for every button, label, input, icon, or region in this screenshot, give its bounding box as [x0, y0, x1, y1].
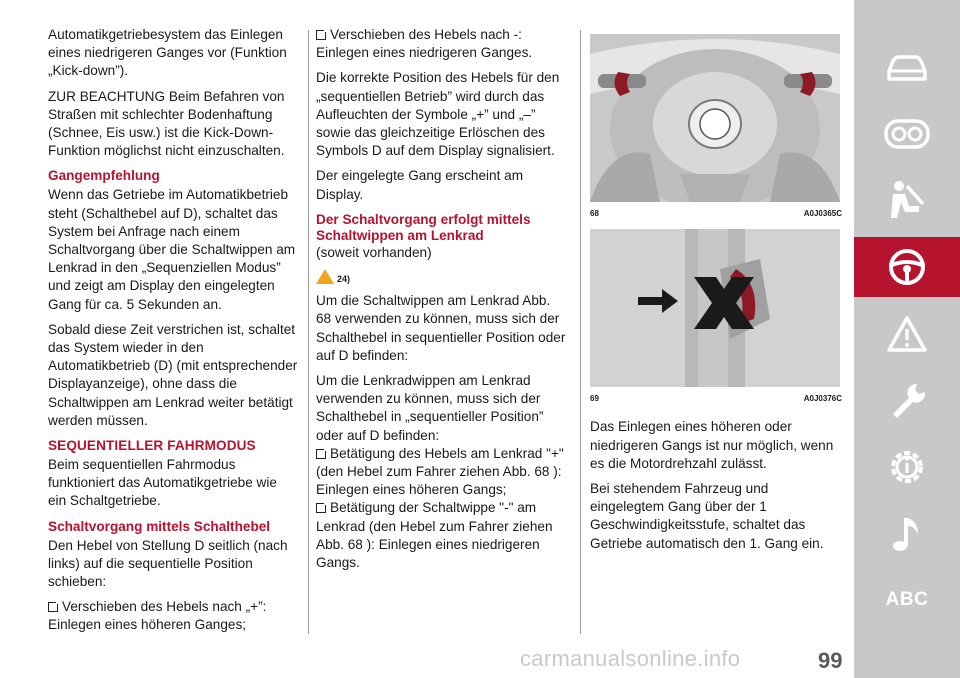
column-2 — [316, 26, 566, 579]
sidebar-item-multimedia[interactable] — [854, 504, 960, 564]
paragraph: Beim sequentiellen Fahrmodus funktioniert das Automatikgetriebe wie ein Schaltgetriebe. — [48, 457, 277, 509]
sidebar-item-starting-driving[interactable] — [854, 237, 960, 297]
music-note-icon — [890, 514, 924, 554]
paragraph: Sobald diese Zeit verstrichen ist, schaltet das System wieder in den Automatikbetrieb (D) (mit entsprechender Displayanzeige), ohne dass die Schaltwippen am Lenkrad weiter betätigt werden müssen. — [48, 321, 298, 428]
paragraph: Um die Schaltwippen am Lenkrad Abb. 68 verwenden zu können, muss sich der Schalthebel in sequentieller Position oder auf D befinden: — [316, 293, 566, 363]
chapter-sidebar — [854, 0, 960, 678]
sidebar-item-instruments[interactable] — [854, 104, 960, 164]
paragraph: Der eingelegte Gang erscheint am Display. — [316, 168, 524, 202]
paragraph: Wenn das Getriebe im Automatikbetrieb steht (Schalthebel auf D), schaltet das System bei Anfrage nach einem Schaltvorgang über die Schaltwippen am Lenkrad in den „Sequenziellen Modus” und zeigt am Display den eingelegten Gang für ca. 5 Sekunden an. — [48, 187, 296, 312]
gauges-icon — [884, 119, 930, 149]
checkbox-bullet-icon — [48, 602, 58, 612]
heading-gangempfehlung: Gangempfehlung — [48, 168, 160, 184]
figure-number: 68 — [590, 209, 599, 218]
paragraph: Um die Lenkradwippen am Lenkrad verwenden zu können, muss sich der Schalthebel in „sequentieller Position” oder auf D befinden: — [316, 373, 544, 443]
gear-lever-photo — [590, 229, 840, 387]
seatbelt-person-icon — [887, 180, 927, 220]
warning-reference: 24) — [316, 264, 566, 288]
sidebar-item-warnings[interactable] — [854, 304, 960, 364]
figure-code: A0J0376C — [803, 394, 842, 404]
figure-68-caption — [590, 205, 842, 223]
paragraph: Den Hebel von Stellung D seitlich (nach links) auf die sequentielle Position schieben: — [48, 537, 288, 590]
watermark: carmanualsonline.info — [520, 646, 741, 671]
sidebar-item-emergency[interactable] — [854, 370, 960, 430]
paragraph: Automatikgetriebesystem das Einlegen eines niedrigeren Ganges vor (Funktion „Kick-down”). — [48, 27, 287, 79]
figure-69-gear-lever — [590, 229, 840, 387]
heading-sequentieller-fahrmodus: SEQUENTIELLER FAHRMODUS — [48, 438, 256, 454]
wrench-icon — [887, 380, 927, 420]
sidebar-item-index[interactable] — [854, 570, 960, 630]
bullet-item: Betätigung des Hebels am Lenkrad "+" (den Hebel zum Fahrer ziehen Abb. 68 ): Einlegen eines höheren Gangs; — [316, 445, 564, 498]
sidebar-item-car[interactable] — [854, 38, 960, 98]
figure-69-caption — [590, 390, 842, 408]
checkbox-bullet-icon — [316, 30, 326, 40]
warning-triangle-icon — [316, 269, 334, 284]
paragraph: Die korrekte Position des Hebels für den „sequentiellen Betrieb” wird durch das Aufleuchten der Symbole „+” und „–” sowie das gleichzeitige Erlöschen des Symbols D auf dem Display signalisiert. — [316, 70, 560, 159]
sidebar-item-servicing[interactable] — [854, 437, 960, 497]
paragraph: Bei stehendem Fahrzeug und eingelegtem Gang über der 1 Geschwindigkeitsstufe, schaltet das Getriebe automatisch den 1. Gang ein. — [590, 481, 824, 551]
steering-wheel-photo — [590, 34, 840, 202]
sidebar-item-safety[interactable] — [854, 170, 960, 230]
bullet-item: Betätigung der Schaltwippe "-" am Lenkrad (den Hebel zum Fahrer ziehen Abb. 68 ): Einlegen eines niedrigeren Gangs. — [316, 500, 553, 571]
car-icon — [885, 53, 929, 83]
figure-code: A0J0365C — [803, 209, 842, 218]
warning-triangle-icon — [886, 314, 928, 354]
figure-68-steering-wheel — [590, 34, 840, 202]
abc-index-label: ABC — [885, 589, 929, 610]
checkbox-bullet-icon — [316, 503, 326, 513]
bullet-item: Verschieben des Hebels nach -: Einlegen eines niedrigeren Ganges. — [316, 27, 533, 61]
checkbox-bullet-icon — [316, 449, 326, 459]
column-3 — [590, 34, 842, 560]
gear-info-icon — [886, 446, 928, 488]
page-number: 99 — [818, 648, 843, 673]
steering-wheel-icon — [887, 247, 927, 287]
paragraph: Das Einlegen eines höheren oder niedrigeren Gangs ist nur möglich, wenn es die Motordrehzahl zulässt. — [590, 419, 834, 471]
heading-schaltwippen: Der Schaltvorgang erfolgt mittels Schaltwippen am Lenkrad — [316, 211, 531, 243]
column-1 — [48, 26, 298, 642]
paragraph: ZUR BEACHTUNG Beim Befahren von Straßen mit schlechter Bodenhaftung (Schnee, Eis usw.) ist die Kick-Down-Funktion möglichst nicht einzuschalten. — [48, 88, 285, 159]
heading-schaltvorgang-schalthebel: Schaltvorgang mittels Schalthebel — [48, 518, 271, 534]
figure-number: 69 — [590, 394, 599, 404]
bullet-item: Verschieben des Hebels nach „+”: Einlegen eines höheren Ganges; — [48, 599, 267, 633]
column-divider — [308, 30, 309, 634]
heading-note: (soweit vorhanden) — [316, 244, 432, 260]
column-divider — [580, 30, 581, 634]
